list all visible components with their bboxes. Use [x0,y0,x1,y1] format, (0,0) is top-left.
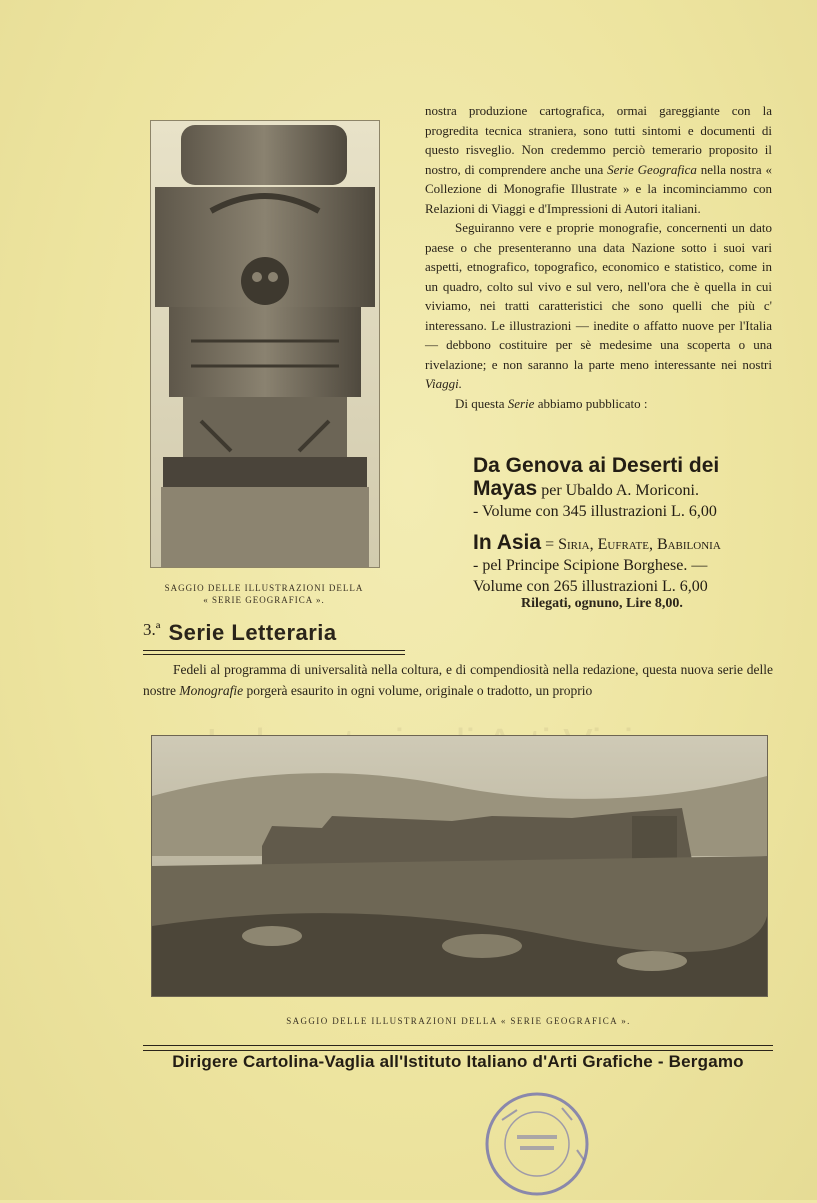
bound-price: Rilegati, ognuno, Lire 8,00. [521,596,683,611]
section-number: 3.ª [143,620,161,639]
book-volume: - Volume con 345 illustrazioni L. 6,00 [473,503,717,520]
paragraph-3: Di questa Serie abbiamo pubblicato : [455,395,648,411]
footer-order-notice: Dirigere Cartolina-Vaglia all'Istituto Italiano d'Arti Grafiche - Bergamo [172,1052,744,1071]
book-title-continued: Mayas [473,477,538,500]
book-entry-asia [473,532,783,597]
ruins-photo [151,735,768,997]
book-entry-genova [473,454,783,522]
section-rule [143,650,405,655]
library-stamp-icon [472,1080,602,1198]
section-intro-text: Fedeli al programma di universalità nella coltura, e di compendiosità nella redazione, questa nuova serie delle nostre Monografie porgerà esaurito in ogni volume, originale o tradotto, un proprio [143,662,773,698]
section-heading [143,620,405,646]
footer-rule [143,1045,773,1051]
book-author: - pel Principe Scipione Borghese. — [473,557,708,574]
statue-photo [150,120,380,568]
ruins-caption: SAGGIO DELLE ILLUSTRAZIONI DELLA « SERIE GEOGRAFICA ». [286,1016,631,1026]
body-text [425,101,772,413]
book-subtitle: = Siria, Eufrate, Babilonia [541,536,721,553]
statue-caption-line1: SAGGIO DELLE ILLUSTRAZIONI DELLA [164,583,364,593]
book-volume: Volume con 265 illustrazioni L. 6,00 [473,578,708,595]
paragraph-1: nostra produzione cartografica, ormai gareggiante con la progredita tecnica straniera, sono tutti sintomi e documenti di questo risveglio. Non credemmo perciò temerario proposito il nostro, di comprendere anche una Serie Geografica nella nostra « Collezione di Monografie Illustrate » e la incominciammo con Relazioni di Viaggi e d'Impressioni di Autori italiani. [425,103,772,216]
book-title: In Asia [473,531,542,554]
statue-caption-line2: « SERIE GEOGRAFICA ». [203,595,325,605]
paragraph-2: Seguiranno vere e proprie monografie, concernenti un dato paese o che presenteranno una data Nazione sotto i suoi vari aspetti, etnografico, topografico, economico e statistico, come in un quadro, colto sul vivo e sul vero, nell'ora che è quella in cui viviamo, nei tratti caratteristici che sono quelli che più c' interessano. Le illustrazioni — inedite o affatto nuove per l'Italia — debbono costituire per sè medesime una scoperta o una rivelazione; e non saranno la parte meno interessante nei nostri Viaggi. [425,220,772,391]
statue-caption [150,582,378,606]
book-title: Da Genova ai Deserti dei [473,454,720,477]
book-author: per Ubaldo A. Moriconi. [537,482,699,499]
section-title: Serie Letteraria [168,620,337,645]
